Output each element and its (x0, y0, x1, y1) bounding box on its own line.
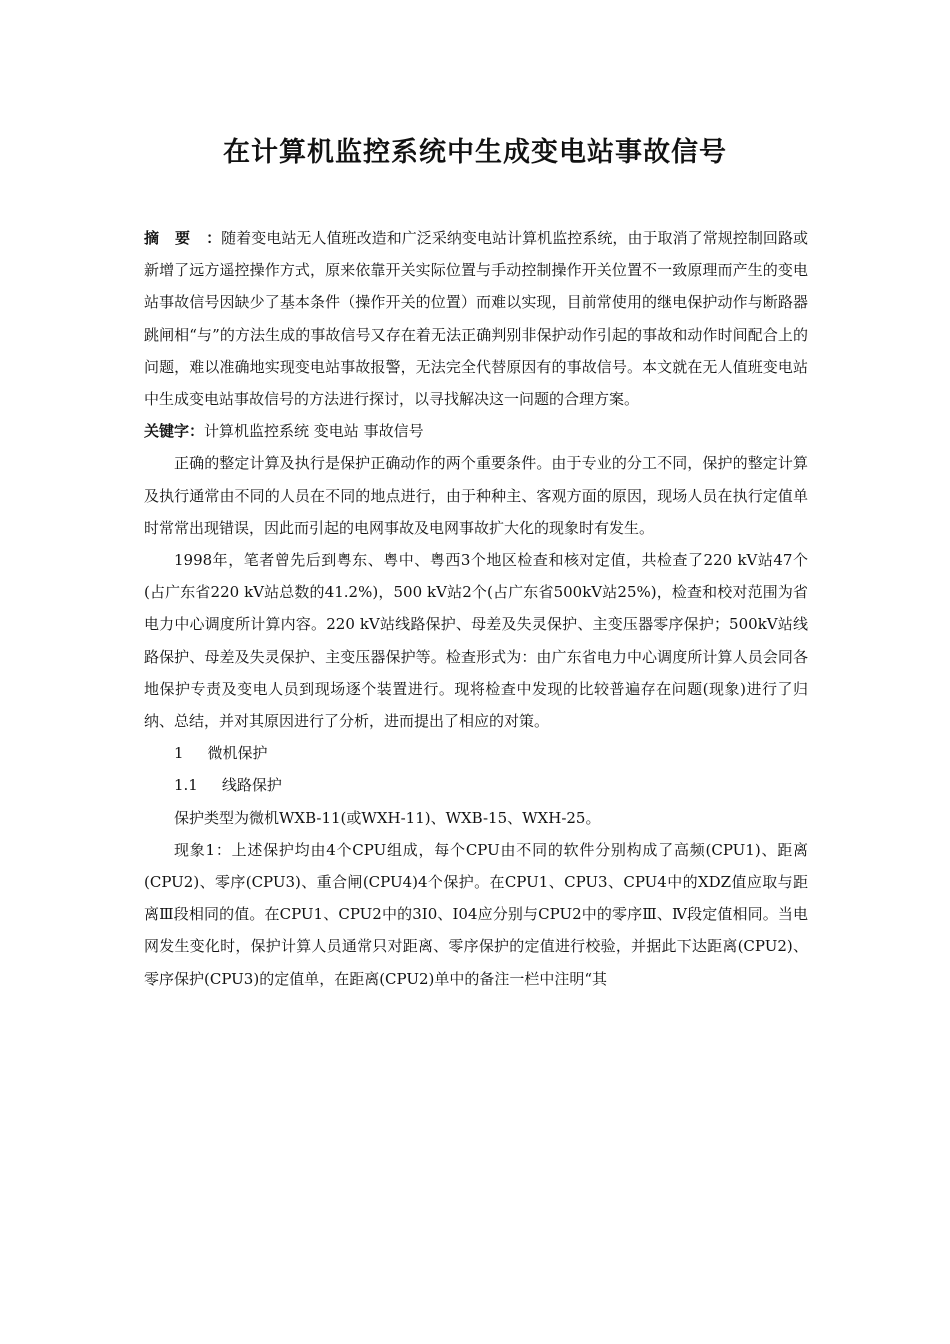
abstract-text: 随着变电站无人值班改造和广泛采纳变电站计算机监控系统，由于取消了常规控制回路或新增了远方遥控操作方式，原来依靠开关实际位置与手动控制操作开关位置不一致原理而产生的变电站事故信号因缺少了基本条件（操作开关的位置）而难以实现，目前常使用的继电保护动作与断路器跳闸相“与”的方法生成的事故信号又存在着无法正确判别非保护动作引起的事故和动作时间配合上的问题，难以准确地实现变电站事故报警，无法完全代替原因有的事故信号。本文就在无人值班变电站中生成变电站事故信号的方法进行探讨，以寻找解决这一问题的合理方案。 (144, 229, 808, 409)
keywords-text: 计算机监控系统 变电站 事故信号 (204, 422, 424, 441)
document-title: 在计算机监控系统中生成变电站事故信号 (223, 137, 727, 168)
abstract-colon: ： (206, 229, 222, 247)
abstract-paragraph (144, 222, 808, 415)
subsection-title: 线路保护 (221, 776, 282, 795)
abstract-label: 摘要 (144, 229, 207, 247)
subsection-number: 1.1 (174, 776, 198, 795)
keywords-paragraph (144, 415, 808, 447)
section-number: 1 (174, 744, 184, 763)
keywords-colon: ： (189, 422, 205, 441)
body-paragraph-2: 1998年，笔者曾先后到粤东、粤中、粤西3个地区检查和核对定值，共检查了220 kV站47个(占广东省220 kV站总数的41.2%)，500 kV站2个(占广东省500kV站25%)，检查和校对范围为省电力中心调度所计算内容。220 kV站线路保护、母差及失灵保护、主变压器零序保护；500kV站线路保护、母差及失灵保护、主变压器保护等。检查形式为：由广东省电力中心调度所计算人员会同各地保护专责及变电人员到现场逐个装置进行。现将检查中发现的比较普遍存在问题(现象)进行了归纳、总结，并对其原因进行了分析，进而提出了相应的对策。 (144, 551, 808, 731)
section-title: 微机保护 (207, 744, 268, 763)
section-heading-1 (144, 737, 808, 769)
document-body (144, 222, 808, 995)
body-paragraph-1: 正确的整定计算及执行是保护正确动作的两个重要条件。由于专业的分工不同，保护的整定计算及执行通常由不同的人员在不同的地点进行，由于种种主、客观方面的原因，现场人员在执行定值单时常常出现错误，因此而引起的电网事故及电网事故扩大化的现象时有发生。 (144, 454, 808, 537)
keywords-label: 关键字 (144, 422, 190, 441)
body-paragraph-3: 保护类型为微机WXB-11(或WXH-11)、WXB-15、WXH-25。 (174, 808, 601, 827)
body-paragraph-4: 现象1：上述保护均由4个CPU组成，每个CPU由不同的软件分别构成了高频(CPU1)、距离(CPU2)、零序(CPU3)、重合闸(CPU4)4个保护。在CPU1、CPU3、CPU4中的XDZ值应取与距离Ⅲ段相同的值。在CPU1、CPU2中的3I0、I04应分别与CPU2中的零序Ⅲ、Ⅳ段定值相同。当电网发生变化时，保护计算人员通常只对距离、零序保护的定值进行校验，并据此下达距离(CPU2)、零序保护(CPU3)的定值单，在距离(CPU2)单中的备注一栏中注明“其 (144, 840, 808, 988)
section-heading-1-1 (144, 769, 808, 801)
